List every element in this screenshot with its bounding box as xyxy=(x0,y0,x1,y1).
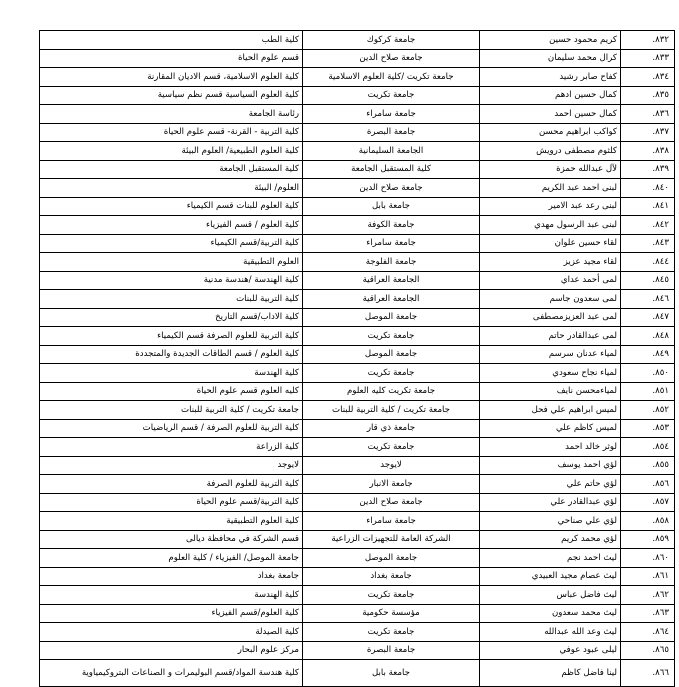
table-row xyxy=(40,604,675,623)
college-cell: كلية العلوم السياسية قسم نظم سياسية xyxy=(40,86,303,105)
participant-name: لميس كاظم علي xyxy=(480,419,621,438)
table-row xyxy=(40,197,675,216)
participant-name: ليث محمد سعدون xyxy=(480,604,621,623)
university-cell: جامعة ذي قار xyxy=(303,419,480,438)
college-cell: جامعة تكريت / كلية التربية للبنات xyxy=(40,401,303,420)
participant-name: لبنى احمد عبد الكريم xyxy=(480,179,621,198)
participant-name: لبنى عبد الرسول مهدي xyxy=(480,216,621,235)
university-cell: جامعة صلاح الدين xyxy=(303,49,480,68)
participant-name: لقاء حسين علوان xyxy=(480,234,621,253)
row-number: ٨٣٥. xyxy=(621,86,675,105)
participant-name: لبنى رعد عبد الامير xyxy=(480,197,621,216)
row-number: ٨٤٦. xyxy=(621,290,675,309)
university-cell: جامعة تكريت xyxy=(303,364,480,383)
college-cell: كلية التربية للعلوم الصرفة قسم الكيمياء xyxy=(40,327,303,346)
table-row xyxy=(40,660,675,687)
row-number: ٨٤٣. xyxy=(621,234,675,253)
university-cell: جامعة سامراء xyxy=(303,105,480,124)
college-cell: كلية المستقبل الجامعة xyxy=(40,160,303,179)
table-row xyxy=(40,179,675,198)
university-cell: الجامعة السليمانية xyxy=(303,142,480,161)
college-cell: كلية الزراعة xyxy=(40,438,303,457)
college-cell: كلية هندسة المواد/قسم البوليمرات و الصناعات البتروكيمياوية xyxy=(40,660,303,687)
row-number: ٨٤٤. xyxy=(621,253,675,272)
row-number: ٨٣٧. xyxy=(621,123,675,142)
participant-name: لوثر خالد احمد xyxy=(480,438,621,457)
college-cell: العلوم/ البيئة xyxy=(40,179,303,198)
university-cell: جامعة بغداد xyxy=(303,567,480,586)
university-cell: جامعة بابل xyxy=(303,660,480,687)
university-cell: لايوجد xyxy=(303,456,480,475)
row-number: ٨٤٨. xyxy=(621,327,675,346)
row-number: ٨٥٦. xyxy=(621,475,675,494)
university-cell: جامعة تكريت xyxy=(303,586,480,605)
table-row xyxy=(40,345,675,364)
row-number: ٨٥٠. xyxy=(621,364,675,383)
row-number: ٨٤٠. xyxy=(621,179,675,198)
university-cell: الجامعة العراقية xyxy=(303,271,480,290)
college-cell: لايوجد xyxy=(40,456,303,475)
table-row xyxy=(40,86,675,105)
college-cell: العلوم التطبيقية xyxy=(40,253,303,272)
participant-name: ليلى عبود عوفي xyxy=(480,641,621,660)
college-cell: كلية التربية/قسم علوم الحياة xyxy=(40,493,303,512)
university-cell: جامعة الموصل xyxy=(303,345,480,364)
table-row xyxy=(40,401,675,420)
university-cell: جامعة تكريت xyxy=(303,327,480,346)
university-cell: جامعة الموصل xyxy=(303,308,480,327)
participant-name: كلثوم مصطفى درويش xyxy=(480,142,621,161)
university-cell: جامعة تكريت /كلية العلوم الاسلامية xyxy=(303,68,480,87)
college-cell: قسم علوم الحياة xyxy=(40,49,303,68)
row-number: ٨٥٨. xyxy=(621,512,675,531)
university-cell: جامعة بابل xyxy=(303,197,480,216)
college-cell: مركز علوم البحار xyxy=(40,641,303,660)
college-cell: كلية التربية للبنات xyxy=(40,290,303,309)
row-number: ٨٦١. xyxy=(621,567,675,586)
college-cell: كلية العلوم / قسم الفيزياء xyxy=(40,216,303,235)
row-number: ٨٤٢. xyxy=(621,216,675,235)
college-cell: كلية الاداب/قسم التاريخ xyxy=(40,308,303,327)
table-row xyxy=(40,641,675,660)
university-cell: جامعة صلاح الدين xyxy=(303,493,480,512)
participant-name: لمى عبدالقادر حاتم xyxy=(480,327,621,346)
university-cell: جامعة الفلوجة xyxy=(303,253,480,272)
college-cell: جامعة الموصل/ الفيزياء / كلية العلوم xyxy=(40,549,303,568)
participant-name: كمال حسين احمد xyxy=(480,105,621,124)
university-cell: جامعة الكوفة xyxy=(303,216,480,235)
college-cell: كلية العلوم للبنات قسم الكيمياء xyxy=(40,197,303,216)
college-cell: كلية العلوم/قسم الفيزياء xyxy=(40,604,303,623)
table-row xyxy=(40,31,675,50)
college-cell: كلية الطب xyxy=(40,31,303,50)
university-cell: جامعة تكريت xyxy=(303,86,480,105)
row-number: ٨٤١. xyxy=(621,197,675,216)
row-number: ٨٥١. xyxy=(621,382,675,401)
participant-name: ليث احمد نجم xyxy=(480,549,621,568)
row-number: ٨٣٩. xyxy=(621,160,675,179)
university-cell: جامعة الانبار xyxy=(303,475,480,494)
row-number: ٨٥٧. xyxy=(621,493,675,512)
participants-table xyxy=(39,30,675,687)
table-row xyxy=(40,253,675,272)
table-row xyxy=(40,493,675,512)
participant-name: لمياءمحسن نايف xyxy=(480,382,621,401)
table-row xyxy=(40,419,675,438)
participant-name: لميس ابراهيم علي فحل xyxy=(480,401,621,420)
row-number: ٨٣٦. xyxy=(621,105,675,124)
row-number: ٨٦٦. xyxy=(621,660,675,687)
row-number: ٨٣٢. xyxy=(621,31,675,50)
table-row xyxy=(40,216,675,235)
table-row xyxy=(40,530,675,549)
college-cell: كلية العلوم الطبيعية/ العلوم البيئة xyxy=(40,142,303,161)
table-row xyxy=(40,308,675,327)
college-cell: كلية التربية - القرنة- قسم علوم الحياة xyxy=(40,123,303,142)
table-row xyxy=(40,271,675,290)
participant-name: لمى أحمد عداي xyxy=(480,271,621,290)
row-number: ٨٣٨. xyxy=(621,142,675,161)
row-number: ٨٦٣. xyxy=(621,604,675,623)
table-row xyxy=(40,475,675,494)
university-cell: جامعة تكريت / كلية التربية للبنات xyxy=(303,401,480,420)
university-cell: جامعة البصرة xyxy=(303,123,480,142)
row-number: ٨٣٣. xyxy=(621,49,675,68)
row-number: ٨٣٤. xyxy=(621,68,675,87)
participant-name: لؤي عبدالقادر علي xyxy=(480,493,621,512)
participant-name: لؤي محمد كريم xyxy=(480,530,621,549)
college-cell: كلية الهندسة /هندسة مدنية xyxy=(40,271,303,290)
college-cell: كلية الصيدلة xyxy=(40,623,303,642)
row-number: ٨٦٢. xyxy=(621,586,675,605)
university-cell: جامعة البصرة xyxy=(303,641,480,660)
college-cell: كلية العلوم / قسم الطاقات الجديدة والمتجددة xyxy=(40,345,303,364)
university-cell: جامعة سامراء xyxy=(303,512,480,531)
row-number: ٨٥٥. xyxy=(621,456,675,475)
college-cell: كلية الهندسة xyxy=(40,586,303,605)
college-cell: جامعة بغداد xyxy=(40,567,303,586)
participant-name: ليث فاضل عباس xyxy=(480,586,621,605)
row-number: ٨٤٧. xyxy=(621,308,675,327)
participant-name: كريم محمود حسين xyxy=(480,31,621,50)
table-row xyxy=(40,142,675,161)
row-number: ٨٦٤. xyxy=(621,623,675,642)
table-row xyxy=(40,456,675,475)
table-row xyxy=(40,623,675,642)
participant-name: لينا فاضل كاظم xyxy=(480,660,621,687)
university-cell: جامعة صلاح الدين xyxy=(303,179,480,198)
table-row xyxy=(40,68,675,87)
university-cell: جامعة سامراء xyxy=(303,234,480,253)
table-row xyxy=(40,327,675,346)
participant-name: لؤي علي صناحي xyxy=(480,512,621,531)
table-row xyxy=(40,364,675,383)
college-cell: كلية التربية/قسم الكيمياء xyxy=(40,234,303,253)
college-cell: كلية العلوم التطبيقية xyxy=(40,512,303,531)
participant-name: ليث عصام مجيد العبيدي xyxy=(480,567,621,586)
university-cell: كلية المستقبل الجامعة xyxy=(303,160,480,179)
participants-table-body xyxy=(40,31,675,687)
participant-name: لآل عبدالله حمزة xyxy=(480,160,621,179)
row-number: ٨٥٤. xyxy=(621,438,675,457)
participant-name: كواكب ابراهيم محسن xyxy=(480,123,621,142)
participant-name: كرال محمد سليمان xyxy=(480,49,621,68)
university-cell: جامعة تكريت كليه العلوم xyxy=(303,382,480,401)
table-row xyxy=(40,49,675,68)
participant-name: لمياء عدنان سرسم xyxy=(480,345,621,364)
college-cell: رئاسة الجامعة xyxy=(40,105,303,124)
row-number: ٨٥٢. xyxy=(621,401,675,420)
college-cell: كلية التربية للعلوم الصرفة xyxy=(40,475,303,494)
row-number: ٨٥٣. xyxy=(621,419,675,438)
participant-name: كفاح صابر رشيد xyxy=(480,68,621,87)
row-number: ٨٤٥. xyxy=(621,271,675,290)
table-row xyxy=(40,586,675,605)
college-cell: كلية العلوم الاسلامية، قسم الاديان المقارنة xyxy=(40,68,303,87)
registration-sheet xyxy=(39,30,675,687)
row-number: ٨٥٩. xyxy=(621,530,675,549)
college-cell: كلية الهندسة xyxy=(40,364,303,383)
participant-name: لؤي حاتم علي xyxy=(480,475,621,494)
university-cell: الشركة العامة للتجهيزات الزراعية xyxy=(303,530,480,549)
participant-name: لقاء مجيد عزيز xyxy=(480,253,621,272)
table-row xyxy=(40,512,675,531)
participant-name: كمال حسين ادهم xyxy=(480,86,621,105)
participant-name: لمى عبد العزيزمصطفى xyxy=(480,308,621,327)
university-cell: جامعة تكريت xyxy=(303,623,480,642)
table-row xyxy=(40,438,675,457)
university-cell: جامعة الموصل xyxy=(303,549,480,568)
table-row xyxy=(40,290,675,309)
college-cell: كليه العلوم قسم علوم الحياة xyxy=(40,382,303,401)
table-row xyxy=(40,123,675,142)
row-number: ٨٦٥. xyxy=(621,641,675,660)
college-cell: قسم الشركة في محافظة ديالى xyxy=(40,530,303,549)
university-cell: مؤسسة حكومية xyxy=(303,604,480,623)
participant-name: ليث وعد الله عبدالله xyxy=(480,623,621,642)
table-row xyxy=(40,160,675,179)
university-cell: جامعة كركوك xyxy=(303,31,480,50)
table-row xyxy=(40,382,675,401)
participant-name: لمياء نجاح سعودي xyxy=(480,364,621,383)
participant-name: لمى سعدون جاسم xyxy=(480,290,621,309)
table-row xyxy=(40,549,675,568)
row-number: ٨٤٩. xyxy=(621,345,675,364)
university-cell: الجامعة العراقية xyxy=(303,290,480,309)
table-row xyxy=(40,234,675,253)
row-number: ٨٦٠. xyxy=(621,549,675,568)
table-row xyxy=(40,567,675,586)
university-cell: جامعة تكريت xyxy=(303,438,480,457)
table-row xyxy=(40,105,675,124)
college-cell: كلية التربية للعلوم الصرفة / قسم الرياضيات xyxy=(40,419,303,438)
participant-name: لؤي احمد يوسف xyxy=(480,456,621,475)
